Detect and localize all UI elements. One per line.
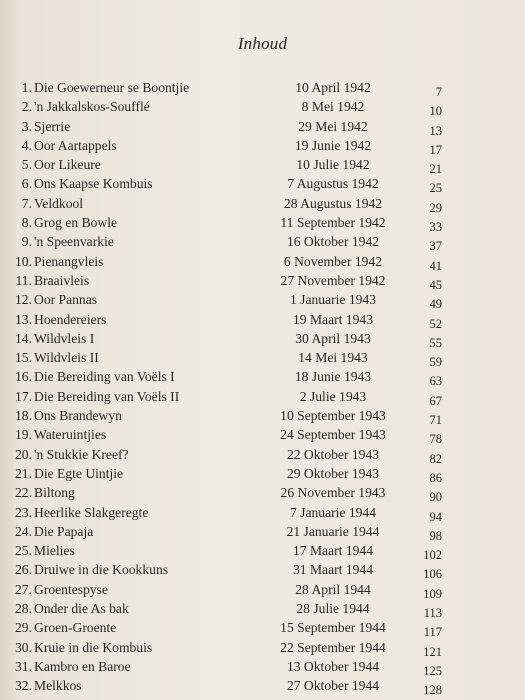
entry-number: 19. (15, 427, 32, 443)
entry-title: 'n Jakkalskos-Soufflé (34, 99, 150, 115)
entry-date: 1 Januarie 1943 (289, 292, 377, 308)
entry-date: 19 Maart 1943 (292, 311, 374, 327)
toc-entry (0, 676, 525, 698)
entry-title: Oor Pannas (34, 292, 98, 308)
entry-title: 'n Stukkie Kreef? (34, 446, 129, 462)
toc-entry (0, 290, 525, 312)
entry-page-number: 52 (429, 316, 442, 331)
entry-date: 30 April 1943 (295, 330, 371, 346)
entry-date: 10 September 1943 (280, 408, 386, 424)
entry-date: 31 Maart 1944 (292, 562, 374, 578)
entry-title: Wateruintjies (34, 427, 107, 443)
entry-number: 9. (21, 234, 32, 250)
entry-date: 2 Julie 1943 (299, 388, 367, 404)
entry-date: 19 Junie 1942 (294, 137, 372, 153)
toc-entry (0, 618, 525, 640)
entry-title: Melkkos (34, 678, 82, 694)
entry-number: 15. (15, 350, 32, 366)
entry-page-number: 102 (423, 548, 442, 563)
toc-entry (0, 387, 525, 406)
entry-title: Biltong (34, 485, 75, 501)
toc-entry (0, 232, 525, 254)
entry-page-number: 78 (429, 432, 442, 447)
entry-page-number: 63 (429, 374, 442, 389)
entry-date: 18 Junie 1943 (294, 369, 372, 385)
table-of-contents (0, 78, 525, 696)
entry-number: 3. (21, 118, 32, 134)
entry-number: 17. (15, 388, 32, 404)
entry-page-number: 86 (429, 470, 442, 485)
entry-title: Veldkool (34, 195, 84, 211)
entry-title: Oor Likeure (34, 157, 101, 173)
entry-number: 5. (21, 157, 32, 173)
entry-date: 29 Mei 1942 (298, 118, 368, 134)
entry-title: Grog en Bowle (34, 215, 118, 231)
entry-page-number: 21 (429, 162, 442, 177)
toc-entry (0, 97, 525, 119)
entry-title: Heerlike Slakgeregte (34, 504, 149, 520)
entry-date: 8 Mei 1942 (301, 99, 365, 115)
entry-page-number: 45 (429, 277, 442, 292)
entry-title: Sjerrie (34, 118, 71, 134)
entry-page-number: 109 (423, 586, 442, 601)
toc-entry (0, 329, 525, 348)
entry-date: 26 November 1943 (280, 485, 386, 501)
entry-title: Kruie in die Kombuis (34, 639, 153, 655)
entry-date: 27 Oktober 1944 (286, 678, 380, 694)
entry-title: Hoendereiers (34, 311, 107, 327)
entry-title: Kambro en Baroe (34, 658, 131, 674)
entry-page-number: 67 (429, 393, 442, 408)
entry-page-number: 121 (423, 644, 442, 659)
toc-entry (0, 580, 525, 599)
entry-number: 7. (21, 195, 32, 211)
entry-page-number: 90 (429, 490, 442, 505)
entry-number: 22. (15, 485, 32, 501)
entry-date: 17 Maart 1944 (292, 543, 374, 559)
entry-date: 7 Augustus 1942 (287, 176, 379, 192)
entry-date: 28 April 1944 (295, 581, 371, 597)
toc-entry (0, 483, 525, 505)
entry-number: 26. (15, 562, 32, 578)
entry-date: 10 April 1942 (295, 80, 371, 95)
entry-page-number: 128 (423, 683, 442, 698)
entry-number: 18. (15, 408, 32, 424)
entry-number: 12. (15, 292, 32, 308)
entry-title: Die Goewerneur se Boontjie (34, 80, 190, 95)
toc-entry (0, 406, 525, 428)
entry-date: 16 Oktober 1942 (286, 234, 380, 250)
entry-date: 7 Januarie 1944 (289, 504, 377, 520)
entry-title: Groen-Groente (34, 620, 117, 636)
entry-page-number: 82 (429, 451, 442, 466)
entry-number: 23. (15, 504, 32, 520)
toc-entry (0, 155, 525, 177)
entry-date: 13 Oktober 1944 (286, 658, 380, 674)
entry-page-number: 117 (423, 625, 442, 640)
entry-number: 32. (15, 678, 32, 694)
entry-date: 11 September 1942 (280, 215, 386, 231)
entry-title: Die Egte Uintjie (34, 465, 124, 481)
entry-number: 25. (15, 543, 32, 559)
entry-date: 15 September 1944 (280, 620, 386, 636)
entry-number: 4. (21, 137, 32, 153)
entry-number: 11. (15, 272, 32, 288)
entry-page-number: 29 (429, 200, 442, 215)
entry-page-number: 98 (429, 528, 442, 543)
toc-entry (0, 174, 525, 196)
toc-entry (0, 503, 525, 522)
entry-date: 24 September 1943 (280, 427, 386, 443)
entry-page-number: 17 (429, 142, 442, 157)
entry-number: 10. (15, 253, 32, 269)
entry-page-number: 41 (429, 258, 442, 273)
toc-entry (0, 310, 525, 329)
entry-date: 28 Augustus 1942 (283, 195, 383, 211)
toc-entry (0, 117, 525, 136)
toc-entry (0, 657, 525, 676)
toc-entry (0, 78, 525, 97)
entry-page-number: 25 (429, 181, 442, 196)
toc-entry (0, 213, 525, 235)
entry-date: 6 November 1942 (283, 253, 383, 269)
entry-title: Pienangvleis (34, 253, 104, 269)
entry-page-number: 49 (429, 297, 442, 312)
entry-page-number: 94 (429, 509, 442, 524)
entry-number: 30. (15, 639, 32, 655)
entry-title: Die Bereiding van Voëls II (34, 388, 180, 404)
entry-page-number: 106 (423, 567, 442, 582)
entry-title: Onder die As bak (34, 601, 129, 617)
entry-number: 8. (21, 215, 32, 231)
entry-page-number: 13 (429, 123, 442, 138)
entry-date: 21 Januarie 1944 (286, 523, 380, 539)
entry-date: 10 Julie 1942 (296, 157, 370, 173)
entry-title: Wildvleis I (34, 330, 95, 346)
entry-title: Mielies (34, 543, 75, 559)
entry-number: 2. (21, 99, 32, 115)
entry-date: 14 Mei 1943 (298, 350, 368, 366)
page-title: Inhoud (237, 34, 288, 53)
entry-title: Braaivleis (34, 272, 90, 288)
toc-entry (0, 425, 525, 447)
entry-date: 22 September 1944 (280, 639, 386, 655)
entry-page-number: 37 (429, 239, 442, 254)
entry-title: Druiwe in die Kookkuns (34, 562, 169, 578)
entry-title: Wildvleis II (34, 350, 99, 366)
entry-number: 28. (15, 601, 32, 617)
toc-entry (0, 522, 525, 541)
entry-date: 27 November 1942 (280, 272, 386, 288)
toc-entry (0, 464, 525, 483)
entry-date: 28 Julie 1944 (296, 601, 370, 617)
entry-title: Groentespyse (34, 581, 108, 597)
entry-page-number: 59 (429, 355, 442, 370)
entry-number: 1. (21, 80, 32, 95)
toc-entry (0, 252, 525, 271)
entry-page-number: 71 (429, 413, 442, 428)
toc-entry (0, 271, 525, 290)
toc-entry (0, 599, 525, 621)
entry-title: Oor Aartappels (34, 137, 117, 153)
entry-page-number: 125 (423, 663, 442, 678)
entry-number: 6. (21, 176, 32, 192)
entry-number: 20. (15, 446, 32, 462)
entry-number: 14. (15, 330, 32, 346)
toc-entry (0, 367, 525, 389)
entry-number: 29. (15, 620, 32, 636)
entry-date: 22 Oktober 1943 (286, 446, 380, 462)
toc-entry (0, 194, 525, 213)
entry-title: Die Papaja (34, 523, 94, 539)
entry-number: 31. (15, 658, 32, 674)
entry-page-number: 55 (429, 335, 442, 350)
entry-number: 21. (15, 465, 32, 481)
toc-entry (0, 136, 525, 155)
toc-entry (0, 348, 525, 370)
entry-page-number: 7 (435, 85, 442, 99)
entry-number: 16. (15, 369, 32, 385)
entry-number: 24. (15, 523, 32, 539)
entry-title: 'n Speenvarkie (34, 234, 114, 250)
entry-number: 13. (15, 311, 32, 327)
entry-date: 29 Oktober 1943 (286, 465, 380, 481)
entry-page-number: 33 (429, 220, 442, 235)
toc-entry (0, 445, 525, 464)
entry-number: 27. (15, 581, 32, 597)
entry-title: Ons Kaapse Kombuis (34, 176, 153, 192)
toc-entry (0, 560, 525, 582)
entry-title: Die Bereiding van Voëls I (34, 369, 175, 385)
toc-entry (0, 638, 525, 657)
entry-page-number: 10 (429, 104, 442, 119)
entry-title: Ons Brandewyn (34, 408, 122, 424)
entry-page-number: 113 (423, 606, 442, 621)
toc-entry (0, 541, 525, 563)
